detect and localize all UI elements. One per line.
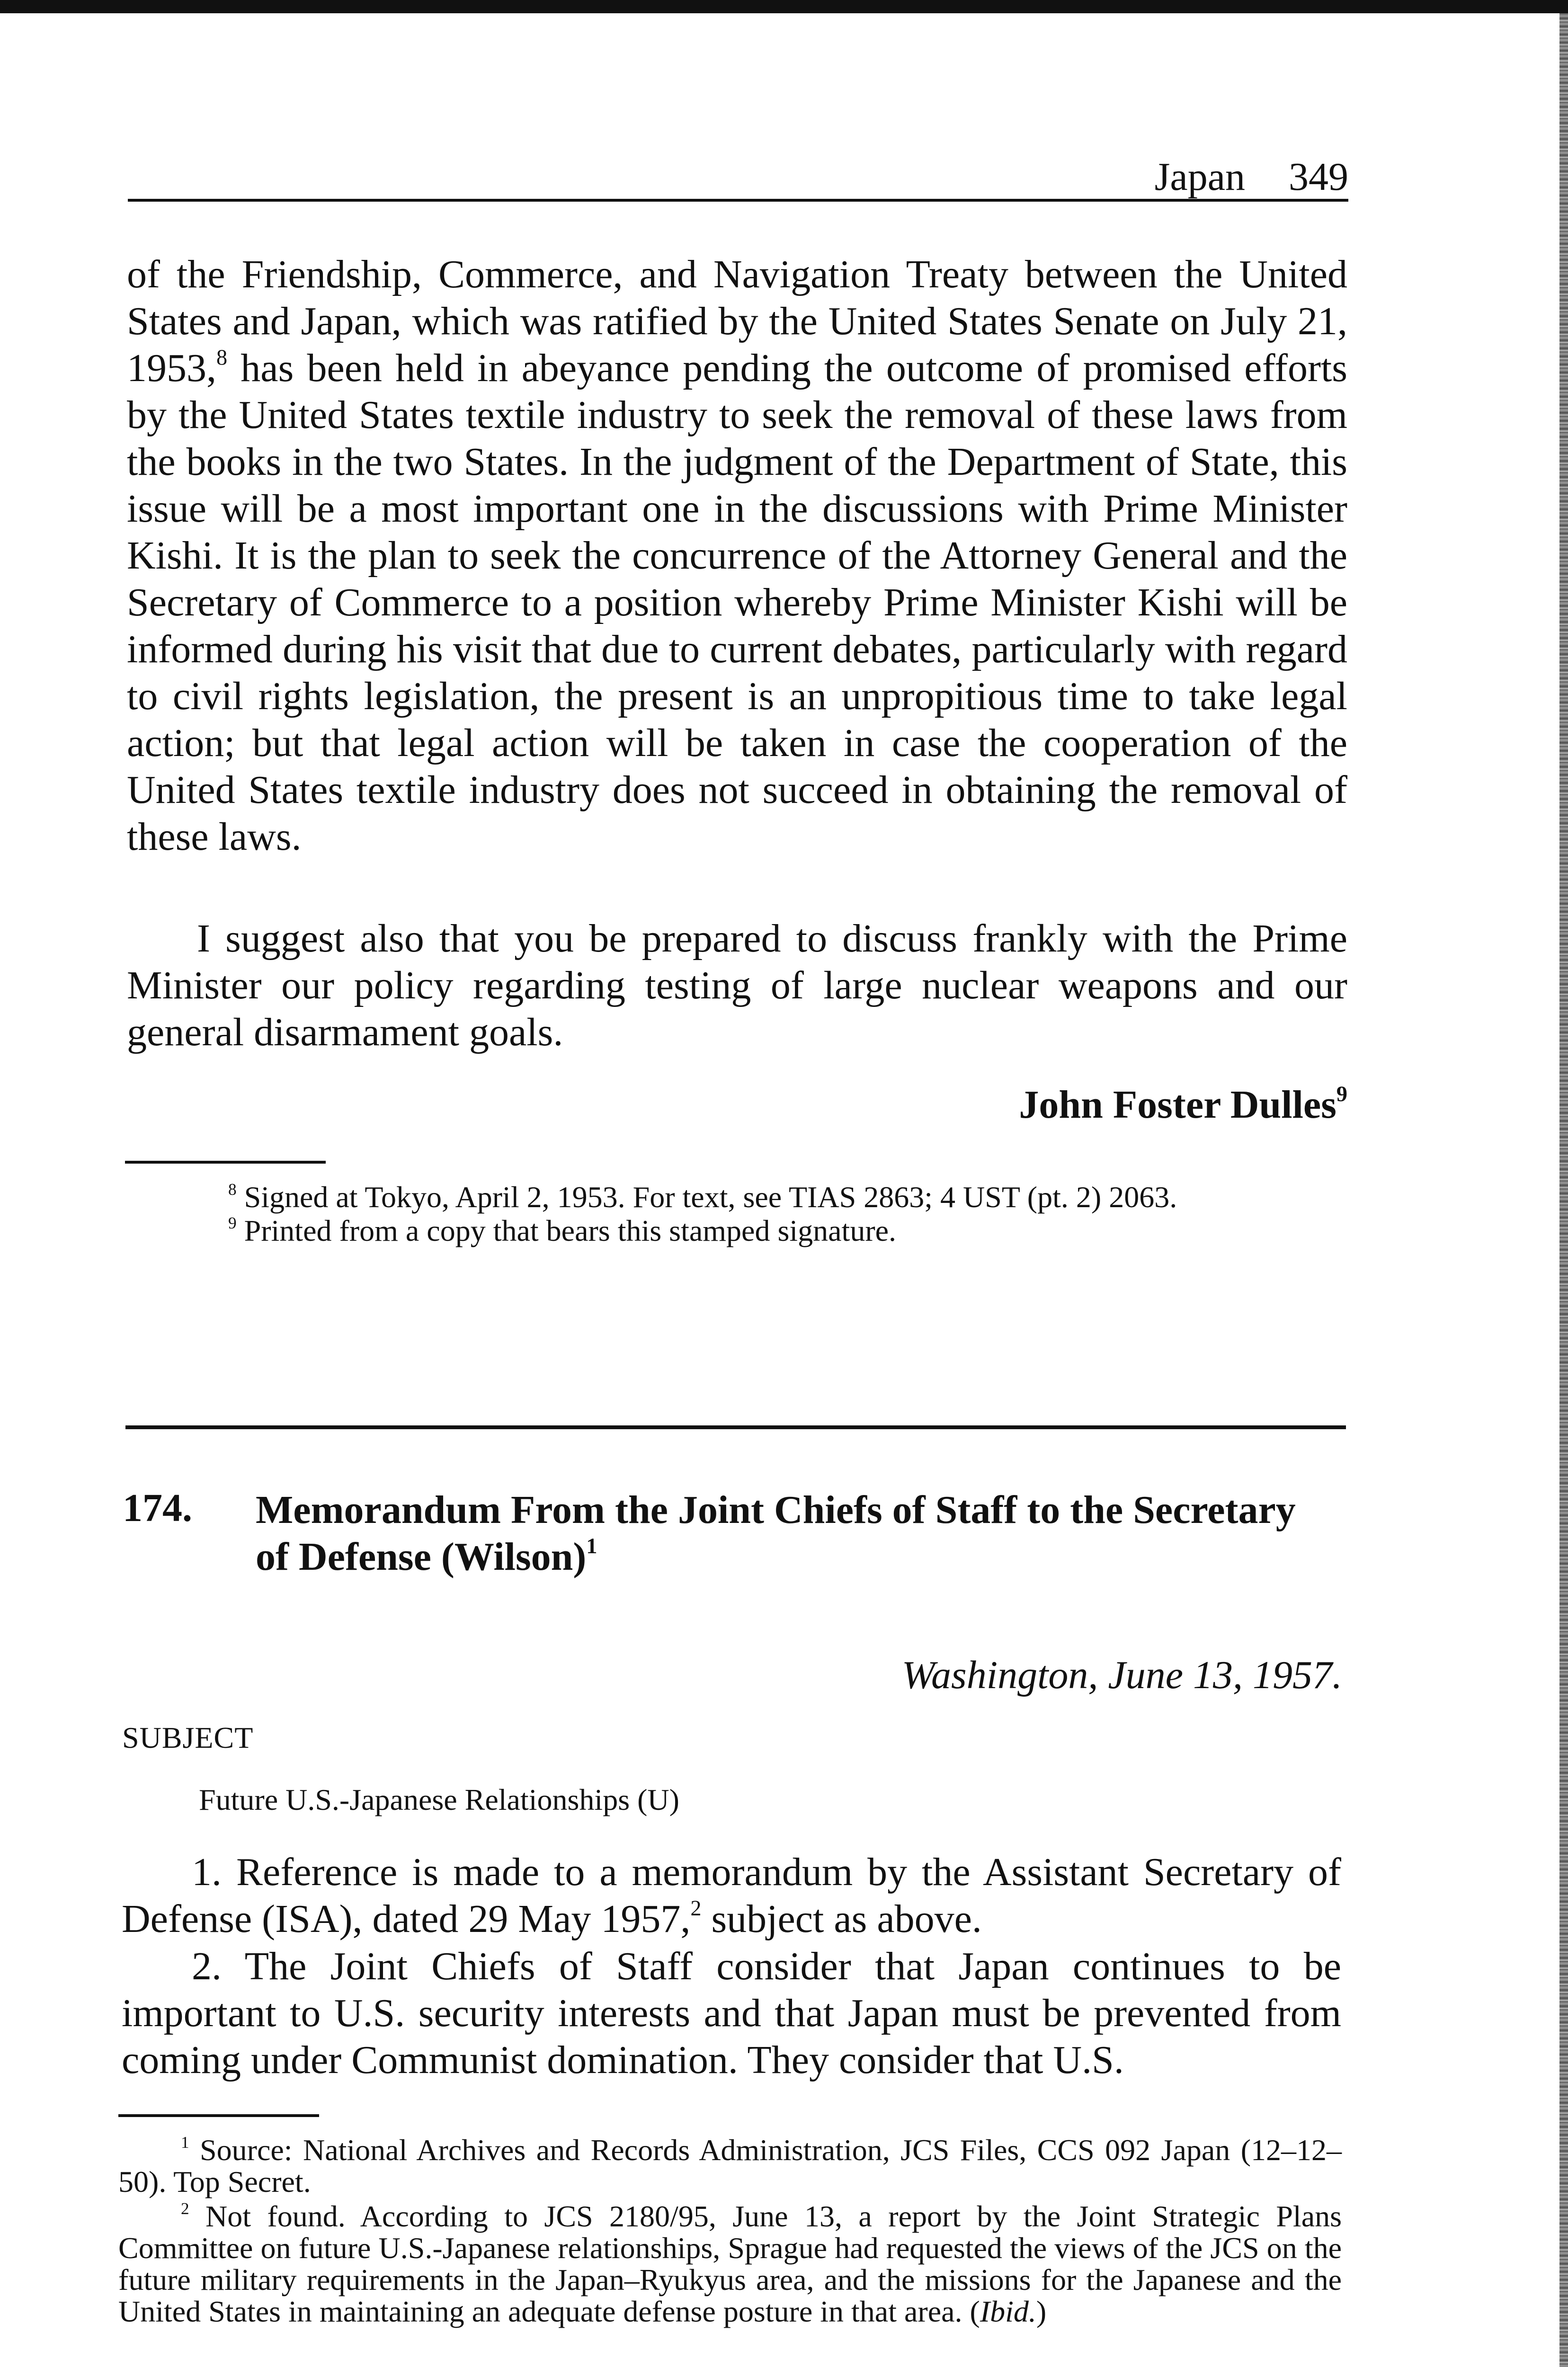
document-title xyxy=(256,1486,1297,1580)
footnote-mark-8: 8 xyxy=(228,1180,237,1199)
footnote-2-ibid: Ibid. xyxy=(980,2295,1036,2328)
footnote-8-text: Signed at Tokyo, April 2, 1953. For text, see TIAS 2863; 4 UST (pt. 2) 2063. xyxy=(244,1180,1177,1214)
continued-paragraph-text-1: of the Friendship, Commerce, and Navigation Treaty between the United States and Japan, which was ratified by the United States Senate on July 21, 1953, xyxy=(127,252,1347,390)
footnote-9 xyxy=(118,1215,1349,1246)
memo-paragraph-2: 2. The Joint Chiefs of Staff consider that Japan continues to be important to U.S. security interests and that Japan must be prevented from coming under Communist domination. They consider that U.S. xyxy=(122,1944,1341,2082)
memo-paragraph-1-text-2: subject as above. xyxy=(701,1897,982,1941)
memo-paragraph-1-text-1: 1. Reference is made to a memorandum by the Assistant Secretary of Defense (ISA), dated 29 May 1957, xyxy=(122,1850,1341,1941)
running-head xyxy=(128,151,1348,202)
document-number: 174. xyxy=(123,1486,192,1530)
footnote-mark-1: 1 xyxy=(181,2133,189,2152)
running-head-title: Japan xyxy=(1154,155,1245,199)
document-title-text: Memorandum From the Joint Chiefs of Staff to the Secretary of Defense (Wilson) xyxy=(256,1488,1296,1579)
footnote-mark-9: 9 xyxy=(228,1213,237,1232)
footnote-8 xyxy=(118,1181,1349,1213)
scan-top-edge xyxy=(0,0,1568,13)
footnote-ref-1: 1 xyxy=(586,1534,597,1558)
footnote-divider-bottom xyxy=(118,2114,319,2117)
subject-label: SUBJECT xyxy=(122,1721,254,1754)
footnote-2-text: Not found. According to JCS 2180/95, June 13, a report by the Joint Strategic Plans Committee on future U.S.-Japanese relationships, Sprague had requested the views of the JCS on the future military requirements in the Japan–Ryukyus area, and the missions for the Japanese and the United States in maintaining an adequate defense posture in that area. ( xyxy=(118,2199,1342,2328)
dateline: Washington, June 13, 1957. xyxy=(901,1653,1342,1697)
continued-paragraph-text-2: has been held in abeyance pending the outcome of promised efforts by the United States textile industry to seek the removal of these laws from the books in the two States. In the judgment of the Department of State, this issue will be a most important one in the discussions with Prime Minister Kishi. It is the plan to seek the concurrence of the Attorney General and the Secretary of Commerce to a position whereby Prime Minister Kishi will be informed during his visit that due to current debates, particularly with regard to civil rights legislation, the present is an unpropitious time to take legal action; but that legal action will be taken in case the cooperation of the United States textile industry does not succeed in obtaining the removal of these laws. xyxy=(127,346,1347,859)
signature-name: John Foster Dulles xyxy=(1019,1083,1336,1127)
footnote-2-close: ) xyxy=(1036,2295,1047,2328)
signature xyxy=(1019,1082,1347,1127)
footnote-1 xyxy=(118,2134,1342,2198)
footnote-ref-9: 9 xyxy=(1336,1082,1347,1106)
memo-paragraph-1 xyxy=(122,1849,1341,1942)
continued-paragraph xyxy=(127,251,1347,860)
footnote-ref-8: 8 xyxy=(216,345,228,370)
footnote-9-text: Printed from a copy that bears this stamped signature. xyxy=(244,1214,897,1247)
scan-right-edge xyxy=(1559,13,1568,2367)
subject-line: Future U.S.-Japanese Relationships (U) xyxy=(199,1783,679,1816)
footnote-divider xyxy=(125,1161,326,1164)
section-divider xyxy=(125,1425,1346,1429)
footnote-ref-2: 2 xyxy=(690,1896,702,1921)
footnote-2 xyxy=(118,2200,1342,2327)
suggestion-paragraph: I suggest also that you be prepared to discuss frankly with the Prime Minister our policy regarding testing of large nuclear weapons and our general disarmament goals. xyxy=(127,917,1347,1054)
page-number: 349 xyxy=(1289,155,1348,199)
footnote-1-text: Source: National Archives and Records Administration, JCS Files, CCS 092 Japan (12–12–50). Top Secret. xyxy=(118,2133,1342,2198)
footnote-mark-2: 2 xyxy=(181,2199,189,2218)
